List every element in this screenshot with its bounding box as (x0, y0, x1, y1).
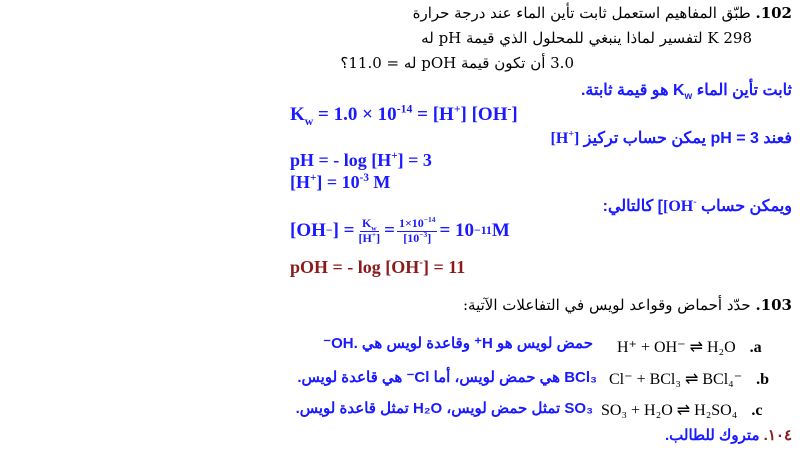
ph-eq-plus: + (391, 150, 398, 162)
ph-note-ion-open: [H (550, 130, 569, 147)
reaction-b: Cl⁻ + BCl₃ ⇌ BCl₄⁻ (609, 371, 743, 388)
frac1-num-sub: w (371, 223, 377, 233)
q103-b-reaction (609, 369, 769, 389)
oh-eq-unit: M (491, 220, 510, 242)
oh-eq-lhs: [OH (290, 220, 326, 242)
kw-note-part1: ثابت تأين الماء (696, 82, 792, 99)
q103-a-answer: حمض لويس هو H⁺ وقاعدة لويس هي .OH⁻ (323, 335, 593, 352)
frac2-den: [10 (403, 230, 420, 245)
q102-line3: 3.0 أن تكون قيمة pOH له = 11.0؟ (340, 54, 574, 72)
ph-note-plus: + (568, 128, 574, 140)
oh-note-end: ] كالتالي: (602, 198, 664, 215)
kw-symbol: $K_w$ (672, 82, 693, 103)
oh-note-ion-open: [OH (663, 198, 694, 215)
ph-eq-b: ] = 3 (397, 150, 432, 170)
fraction2-denominator (401, 229, 433, 246)
q103-heading (463, 296, 792, 314)
q104-number: ١٠٤. (763, 427, 792, 444)
equals-sign: = (384, 220, 395, 242)
fraction2-numerator (397, 217, 438, 232)
q104-line (665, 426, 792, 444)
h-eq-plus: + (310, 172, 317, 184)
oh-note-minus: - (693, 196, 697, 208)
poh-eq-a: pOH = - log [OH (290, 257, 420, 277)
frac1-den-plus: + (371, 229, 377, 239)
h-eq-unit: M (368, 172, 391, 192)
q102-number: 102. (755, 4, 792, 22)
fraction1-denominator (357, 229, 383, 246)
kw-equation (290, 104, 518, 126)
kw-eq-minus: - (507, 102, 512, 116)
letter-b: .b (756, 371, 770, 388)
oh-note-ion (663, 198, 697, 215)
oh-note (603, 196, 792, 216)
fraction-kw-over-h (357, 217, 383, 246)
frac1-den-open: [H (358, 230, 372, 245)
kw-eq-plus: + (453, 102, 461, 116)
frac2-den-close: ] (427, 230, 432, 245)
poh-eq-minus: - (419, 257, 423, 269)
q102-line1 (413, 4, 792, 22)
oh-eq-result: = 10 (439, 220, 475, 242)
h-eq-exp: -3 (359, 172, 369, 184)
oh-equation: [OH − ] = $\frac{K_w}{[H^+]}$ = $\frac{1\times 10^{-14}}{[10^{-3}]}$ = 10 −11 M (290, 215, 510, 245)
h-eq-a: [H (290, 172, 310, 192)
q104-text: متروك للطالب. (664, 427, 760, 444)
q102-text-line1: طبّق المفاهيم استعمل ثابت تأين الماء عند درجة حرارة (412, 4, 751, 22)
q103-a-reaction (617, 337, 762, 357)
ph-note-ion (551, 130, 580, 147)
q103-c-reaction (601, 400, 762, 420)
kw-eq-k: K (290, 104, 305, 125)
q103-text: حدّد أحماض وقواعد لويس في التفاعلات الآتية: (463, 296, 751, 314)
reaction-c: SO₃ + H₂O ⇌ H₂SO₄ (601, 402, 738, 419)
letter-c: .c (751, 402, 763, 419)
h-equation (290, 172, 390, 193)
poh-equation (290, 257, 465, 278)
ph-note-text: فعند pH = 3 يمكن حساب تركيز (583, 130, 792, 147)
frac1-num-k: K (361, 216, 372, 230)
q102-line2: K 298 لتفسير لماذا ينبغي للمحلول الذي قيمة pH له (421, 29, 752, 47)
kw-eq-rhs-b: ] [OH (460, 104, 508, 125)
frac2-den-exp: −3 (419, 229, 428, 239)
fraction-values (397, 217, 438, 246)
oh-eq-equals: ] = (332, 220, 355, 242)
kw-note (580, 80, 792, 103)
q103-b-answer: BCl₃ هي حمض لويس، أما Cl⁻ هي قاعدة لويس. (297, 369, 597, 386)
kw-eq-rhs-c: ] (511, 104, 518, 125)
kw-eq-exp: -14 (396, 102, 413, 116)
frac2-num: 1×10 (398, 216, 424, 230)
kw-eq-sub: w (304, 114, 314, 128)
q103-c-answer: SO₃ تمثل حمض لويس، H₂O تمثل قاعدة لويس. (295, 400, 593, 417)
q103-number: 103. (755, 296, 792, 314)
ph-note-ion-close: ] (573, 130, 580, 147)
kw-note-part2: هو قيمة ثابتة. (580, 82, 669, 99)
frac2-num-exp: −14 (423, 215, 436, 224)
ph-note (551, 128, 792, 148)
frac1-den-close: ] (376, 230, 381, 245)
ph-equation (290, 150, 432, 171)
poh-eq-b: ] = 11 (422, 257, 466, 277)
kw-eq-rhs-a: = [H (412, 104, 454, 125)
ph-eq-a: pH = - log [H (290, 150, 392, 170)
kw-eq-mid: = 1.0 × 10 (313, 104, 397, 125)
reaction-a: H⁺ + OH⁻ ⇌ H₂O (617, 339, 736, 356)
letter-a: .a (749, 339, 762, 356)
oh-note-text: ويمكن حساب (701, 198, 792, 215)
h-eq-b: ] = 10 (316, 172, 360, 192)
